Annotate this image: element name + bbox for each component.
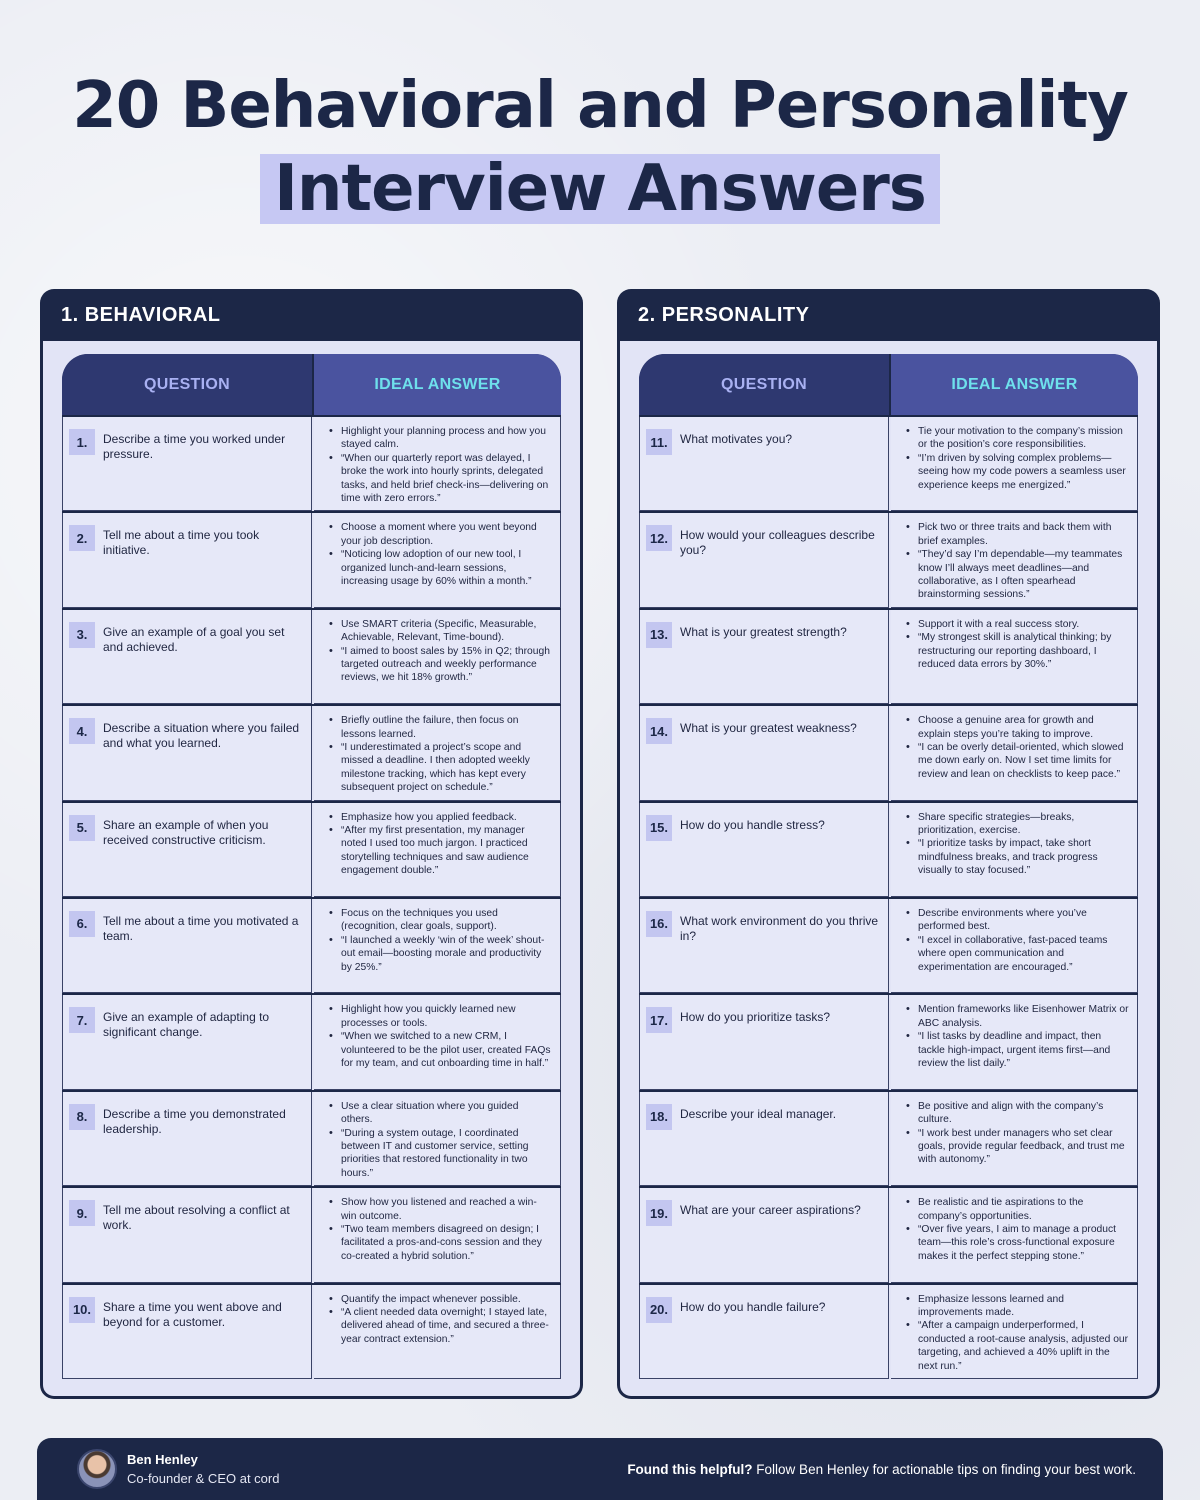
question-cell [62,1092,312,1186]
question-text: Describe your ideal manager. [680,1106,837,1121]
ideal-answer-cell [891,899,1138,993]
answer-example: • “Over five years, I aim to manage a product team—this role’s cross-functional exposure makes it the perfect stepping stone.” [903,1223,1129,1263]
question-text: Tell me about a time you took initiative. [103,528,260,558]
question-number-badge: 16. [646,911,672,937]
table-row [639,704,1138,800]
answer-tip: • Be realistic and tie aspirations to the company’s opportunities. [903,1196,1129,1223]
answer-tip: • Highlight how you quickly learned new processes or tools. [326,1003,552,1030]
question-text: What work environment do you thrive in? [680,913,879,943]
ideal-answer-cell [314,899,561,993]
table-row [62,801,561,897]
question-text: Describe a situation where you failed and what you learned. [103,721,300,751]
ideal-answer-cell [314,1285,561,1379]
question-cell [62,1188,312,1282]
ideal-answer-cell [891,1188,1138,1282]
ideal-answer-cell [314,706,561,800]
answer-tip: • Support it with a real success story. [903,618,1129,631]
ideal-answer-cell [314,417,561,511]
question-cell [62,995,312,1089]
answer-bullets [326,425,552,505]
answer-tip: • Describe environments where you’ve performed best. [903,907,1129,934]
question-number-badge: 19. [646,1200,672,1226]
ideal-answer-cell [891,1092,1138,1186]
question-text: How do you handle failure? [680,1299,826,1314]
ideal-answer-cell [314,1092,561,1186]
question-cell [639,1092,889,1186]
answer-bullets [326,618,552,685]
answer-tip: • Highlight your planning process and how you stayed calm. [326,425,552,452]
question-cell [639,899,889,993]
answer-example: • “When our quarterly report was delayed, I broke the work into hourly sprints, delegated tasks, and held brief check-ins—delivering on time with zero errors.” [326,452,552,506]
question-number-badge: 8. [69,1104,95,1130]
section-heading: 1. BEHAVIORAL [61,303,221,326]
table-row [639,897,1138,993]
question-cell [639,706,889,800]
author-role: Co-founder & CEO at cord [127,1470,280,1486]
answer-tip: • Be positive and align with the company’s culture. [903,1100,1129,1127]
answer-example: • “I work best under managers who set clear goals, provide regular feedback, and trust me with autonomy.” [903,1127,1129,1167]
question-cell [62,1285,312,1379]
answer-example: • “My strongest skill is analytical thinking; by restructuring our reporting dashboard, I reduced data errors by 30%.” [903,631,1129,671]
question-number-badge: 13. [646,622,672,648]
question-number-badge: 7. [69,1007,95,1033]
question-column-header: QUESTION [639,354,889,415]
question-number-badge: 10. [69,1297,95,1323]
question-cell [62,513,312,607]
answer-tip: • Use a clear situation where you guided others. [326,1100,552,1127]
table-row [62,993,561,1089]
ideal-answer-column-header: IDEAL ANSWER [312,354,561,415]
ideal-answer-cell [891,706,1138,800]
ideal-answer-cell [314,995,561,1089]
question-number-badge: 11. [646,429,672,455]
answer-tip: • Briefly outline the failure, then focus on lessons learned. [326,714,552,741]
question-number-badge: 2. [69,525,95,551]
answer-tip: • Mention frameworks like Eisenhower Matrix or ABC analysis. [903,1003,1129,1030]
answer-example: • “After a campaign underperformed, I conducted a root-cause analysis, adjusted our targeting, and achieved a 40% uplift in the next run.” [903,1319,1129,1373]
question-text: Give an example of adapting to significant change. [103,1010,270,1040]
ideal-answer-cell [891,1285,1138,1379]
answer-bullets [903,1003,1129,1070]
table-row [62,1283,561,1379]
table-rows [639,415,1138,1379]
question-number-badge: 6. [69,911,95,937]
answer-example: • “I excel in collaborative, fast-paced teams where open communication and experimentation are encouraged.” [903,934,1129,974]
question-text: Tell me about a time you motivated a team. [103,913,299,943]
ideal-answer-cell [891,610,1138,704]
answer-example: • “I aimed to boost sales by 15% in Q2; through targeted outreach and weekly performance reviews, we hit 18% growth.” [326,645,552,685]
question-number-badge: 17. [646,1007,672,1033]
answer-tip: • Quantify the impact whenever possible. [326,1293,552,1306]
answer-example: • “Noticing low adoption of our new tool, I organized lunch-and-learn sessions, increasing usage by 60% within a month.” [326,548,552,588]
answer-bullets [903,907,1129,974]
question-number-badge: 12. [646,525,672,551]
question-number-badge: 15. [646,815,672,841]
question-text: What is your greatest strength? [680,624,847,639]
table-header [62,354,561,415]
question-number-badge: 14. [646,718,672,744]
answer-tip: • Emphasize lessons learned and improvements made. [903,1293,1129,1320]
title-line-1: 20 Behavioral and Personality [72,69,1128,143]
question-column-header: QUESTION [62,354,312,415]
answer-bullets [326,1196,552,1263]
answer-example: • “A client needed data overnight; I stayed late, delivered ahead of time, and secured a three-year contract extension.” [326,1306,552,1346]
answer-example: • “During a system outage, I coordinated between IT and customer service, setting priorities that restored functionality in two hours.” [326,1127,552,1181]
question-number-badge: 3. [69,622,95,648]
ideal-answer-cell [314,803,561,897]
answer-tip: • Emphasize how you applied feedback. [326,811,552,824]
question-cell [639,803,889,897]
table-row [639,993,1138,1089]
answer-example: • “I underestimated a project’s scope and missed a deadline. I then adopted weekly milestone tracking, which has kept every subsequent project on schedule.” [326,741,552,795]
question-number-badge: 5. [69,815,95,841]
question-text: How do you prioritize tasks? [680,1010,831,1025]
title-line-2-highlighted: Interview Answers [260,154,940,224]
answer-example: • “I prioritize tasks by impact, take short mindfulness breaks, and track progress visually to stay focused.” [903,837,1129,877]
cta-text: Follow Ben Henley for actionable tips on finding your best work. [752,1461,1136,1477]
answer-example: • “Two team members disagreed on design; I facilitated a pros-and-cons session and they co-created a hybrid solution.” [326,1223,552,1263]
table-row [62,1090,561,1186]
answer-tip: • Focus on the techniques you used (recognition, clear goals, support). [326,907,552,934]
question-number-badge: 20. [646,1297,672,1323]
question-text: Describe a time you worked under pressure. [103,432,286,461]
table-rows [62,415,561,1379]
section-table [43,341,580,1396]
answer-bullets [326,811,552,878]
answer-bullets [326,907,552,974]
answer-example: • “I can be overly detail-oriented, which slowed me down early on. Now I set time limits for review and lean on checklists to keep pace.” [903,741,1129,781]
question-cell [62,803,312,897]
answer-example: • “I list tasks by deadline and impact, then tackle high-impact, urgent items first—and review the list daily.” [903,1030,1129,1070]
ideal-answer-cell [314,610,561,704]
answer-bullets [903,618,1129,672]
ideal-answer-cell [891,803,1138,897]
question-cell [62,610,312,704]
table-row [62,511,561,607]
ideal-answer-cell [314,513,561,607]
table-row [639,608,1138,704]
answer-example: • “I’m driven by solving complex problems—seeing how my code powers a seamless user experience keeps me energized.” [903,452,1129,492]
table-row [62,1186,561,1282]
author-footer [37,1438,1163,1500]
question-number-badge: 18. [646,1104,672,1130]
answer-bullets [326,1293,552,1347]
ideal-answer-cell [891,513,1138,607]
answer-example: • “After my first presentation, my manager noted I used too much jargon. I practiced storytelling techniques and saw audience engagement double.” [326,824,552,878]
answer-bullets [903,1100,1129,1167]
section-heading: 2. PERSONALITY [638,303,810,326]
personality-panel [617,289,1160,1399]
answer-bullets [326,1003,552,1070]
table-row [639,1090,1138,1186]
table-row [639,415,1138,511]
behavioral-panel [40,289,583,1399]
question-cell [639,513,889,607]
question-text: How would your colleagues describe you? [680,528,875,558]
table-row [62,897,561,993]
answer-tip: • Pick two or three traits and back them with brief examples. [903,521,1129,548]
answer-tip: • Choose a moment where you went beyond your job description. [326,521,552,548]
answer-bullets [326,714,552,794]
table-row [639,1186,1138,1282]
question-cell [62,706,312,800]
question-cell [62,417,312,511]
question-text: What is your greatest weakness? [680,721,857,736]
answer-bullets [326,521,552,588]
answer-tip: • Tie your motivation to the company’s mission or the position’s core responsibilities. [903,425,1129,452]
ideal-answer-column-header: IDEAL ANSWER [889,354,1138,415]
question-cell [639,610,889,704]
question-cell [639,995,889,1089]
question-cell [62,899,312,993]
ideal-answer-cell [891,417,1138,511]
table-row [639,511,1138,607]
answer-example: • “They’d say I’m dependable—my teammates know I’ll always meet deadlines—and collaborative, as I often spearhead brainstorming sessions.” [903,548,1129,602]
answer-bullets [903,425,1129,492]
page-title [0,66,1200,224]
question-cell [639,417,889,511]
answer-tip: • Use SMART criteria (Specific, Measurable, Achievable, Relevant, Time-bound). [326,618,552,645]
answer-bullets [903,1293,1129,1373]
question-text: Describe a time you demonstrated leadership. [103,1106,286,1136]
table-row [639,801,1138,897]
table-row [639,1283,1138,1379]
question-text: Share an example of when you received constructive criticism. [103,817,269,847]
question-number-badge: 9. [69,1200,95,1226]
ideal-answer-cell [314,1188,561,1282]
question-text: What are your career aspirations? [680,1203,861,1218]
question-cell [639,1285,889,1379]
answer-example: • “When we switched to a new CRM, I volunteered to be the pilot user, created FAQs for my team, and cut onboarding time in half.” [326,1030,552,1070]
question-cell [639,1188,889,1282]
ideal-answer-cell [891,995,1138,1089]
question-text: What motivates you? [680,432,793,446]
table-row [62,608,561,704]
question-text: Give an example of a goal you set and achieved. [103,624,285,654]
follow-cta [627,1462,1136,1477]
question-number-badge: 4. [69,718,95,744]
question-text: Share a time you went above and beyond for a customer. [103,1299,282,1329]
answer-bullets [903,1196,1129,1263]
cta-bold-text: Found this helpful? [627,1461,753,1477]
answer-bullets [326,1100,552,1180]
answer-example: • “I launched a weekly ‘win of the week’ shout-out email—boosting morale and productivity by 25%.” [326,934,552,974]
answer-tip: • Share specific strategies—breaks, prioritization, exercise. [903,811,1129,838]
answer-bullets [903,521,1129,601]
section-table [620,341,1157,1396]
answer-tip: • Show how you listened and reached a win-win outcome. [326,1196,552,1223]
author-info [127,1451,279,1488]
question-number-badge: 1. [69,429,95,455]
answer-bullets [903,714,1129,781]
question-text: Tell me about resolving a conflict at work. [103,1203,290,1233]
answer-tip: • Choose a genuine area for growth and explain steps you’re taking to improve. [903,714,1129,741]
table-row [62,704,561,800]
table-header [639,354,1138,415]
author-name: Ben Henley [127,1451,198,1467]
avatar [77,1449,117,1489]
question-text: How do you handle stress? [680,817,825,832]
answer-bullets [903,811,1129,878]
table-row [62,415,561,511]
